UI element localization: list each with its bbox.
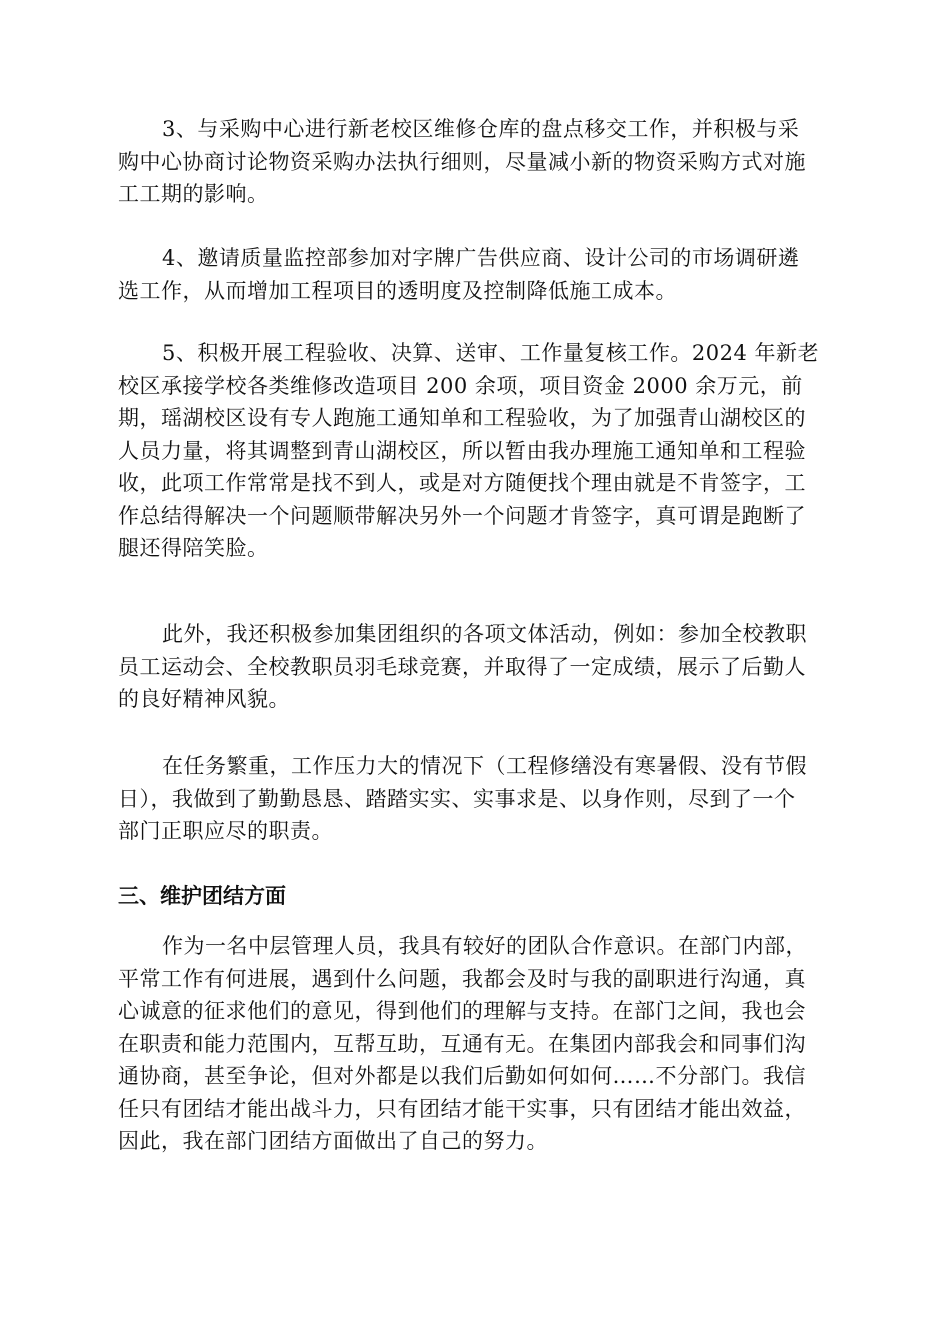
text-line: 收，此项工作常常是找不到人，或是对方随便找个理由就是不肯签字，工 [118, 471, 806, 495]
text-line: 因此，我在部门团结方面做出了自己的努力。 [118, 1129, 548, 1153]
text-line: 在职责和能力范围内，互帮互助，互通有无。在集团内部我会和同事们沟 [118, 1031, 806, 1056]
text-line: 作为一名中层管理人员，我具有较好的团队合作意识。在部门内部， [162, 934, 807, 958]
text-line: 此外，我还积极参加集团组织的各项文体活动，例如：参加全校教职 [162, 622, 807, 646]
paragraph-activities [118, 618, 834, 716]
paragraph-item-4 [118, 242, 834, 307]
paragraph-item-3 [118, 113, 834, 211]
text-line: 4、邀请质量监控部参加对字牌广告供应商、设计公司的市场调研遴 [162, 246, 800, 270]
text-line: 工工期的影响。 [118, 182, 269, 206]
text-line: 人员力量，将其调整到青山湖校区，所以暂由我办理施工通知单和工程验 [118, 438, 806, 463]
text-line: 购中心协商讨论物资采购办法执行细则，尽量减小新的物资采购方式对施 [118, 149, 806, 174]
text-line: 心诚意的征求他们的意见，得到他们的理解与支持。在部门之间，我也会 [118, 999, 806, 1023]
text-line: 的良好精神风貌。 [118, 687, 290, 711]
section-heading-text: 三、维护团结方面 [118, 884, 286, 908]
paragraph-duties [118, 750, 834, 848]
text-line: 部门正职应尽的职责。 [118, 819, 333, 843]
paragraph-unity [118, 930, 834, 1158]
text-line: 3、与采购中心进行新老校区维修仓库的盘点移交工作，并积极与采 [162, 117, 800, 141]
text-line: 通协商，甚至争论，但对外都是以我们后勤如何如何……不分部门。我信 [118, 1064, 806, 1088]
text-line: 选工作，从而增加工程项目的透明度及控制降低施工成本。 [118, 278, 677, 303]
text-line: 腿还得陪笑脸。 [118, 536, 269, 560]
paragraph-item-5 [118, 337, 834, 565]
text-line: 5、积极开展工程验收、决算、送审、工作量复核工作。2024 年新老 [162, 341, 819, 365]
text-line: 日），我做到了勤勤恳恳、踏踏实实、实事求是、以身作则，尽到了一个 [118, 786, 796, 811]
section-heading [118, 880, 834, 912]
text-line: 期，瑶湖校区设有专人跑施工通知单和工程验收，为了加强青山湖校区的 [118, 406, 806, 430]
text-line: 任只有团结才能出战斗力，只有团结才能干实事，只有团结才能出效益， [118, 1096, 806, 1121]
text-line: 平常工作有何进展，遇到什么问题，我都会及时与我的副职进行沟通，真 [118, 966, 806, 991]
text-line: 员工运动会、全校教职员羽毛球竞赛，并取得了一定成绩，展示了后勤人 [118, 654, 806, 679]
text-line: 作总结得解决一个问题顺带解决另外一个问题才肯签字，真可谓是跑断了 [118, 503, 806, 528]
text-line: 在任务繁重，工作压力大的情况下（工程修缮没有寒暑假、没有节假 [162, 754, 807, 778]
text-line: 校区承接学校各类维修改造项目 200 余项，项目资金 2000 余万元，前 [118, 373, 803, 398]
